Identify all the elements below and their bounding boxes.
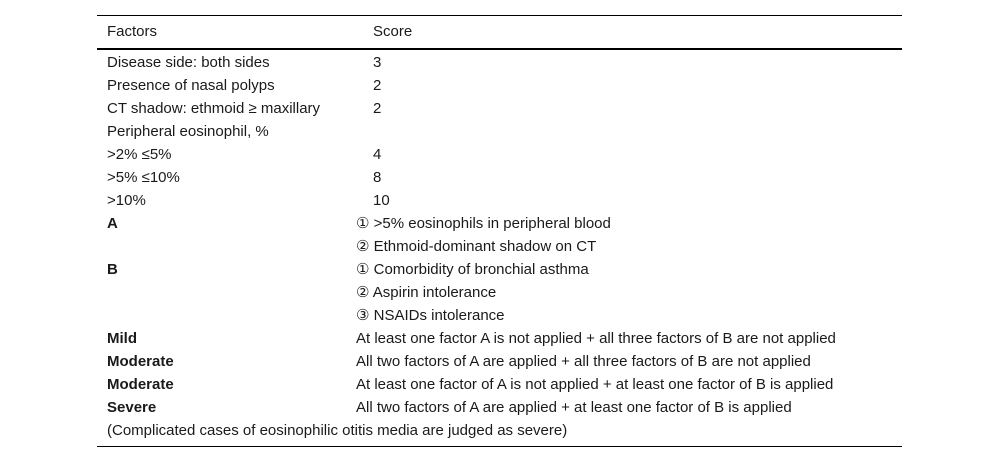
factor-cell: Disease side: both sides: [107, 54, 270, 71]
table-row: [97, 166, 902, 189]
severity-label: Moderate: [107, 353, 174, 370]
factor-cell: Peripheral eosinophil, %: [107, 123, 269, 140]
header-factors: Factors: [107, 23, 158, 40]
group-b-item: ① Comorbidity of bronchial asthma: [356, 261, 589, 278]
group-a-row: [97, 235, 902, 258]
table-header-row: [97, 16, 902, 48]
group-b-row: [97, 258, 902, 281]
score-cell: 8: [373, 169, 382, 186]
severity-row-moderate: [97, 373, 902, 396]
group-a-item: ② Ethmoid-dominant shadow on CT: [356, 238, 597, 255]
scoring-table: [97, 15, 902, 447]
severity-row-mild: [97, 327, 902, 350]
score-cell: 4: [373, 146, 382, 163]
severity-label: Severe: [107, 399, 157, 416]
severity-description: All two factors of A are applied + all three factors of B are not applied: [356, 353, 811, 370]
group-b-item: ② Aspirin intolerance: [356, 284, 497, 301]
table-row: [97, 74, 902, 97]
group-a-label: A: [107, 215, 118, 232]
severity-row-moderate: [97, 350, 902, 373]
group-b-row: [97, 304, 902, 327]
score-cell: 2: [373, 77, 382, 94]
header-score: Score: [373, 23, 413, 40]
group-b-row: [97, 281, 902, 304]
factor-cell: >10%: [107, 192, 146, 209]
group-a-item: ① >5% eosinophils in peripheral blood: [356, 215, 611, 232]
group-b-label: B: [107, 261, 118, 278]
table-footnote: (Complicated cases of eosinophilic otitis media are judged as severe): [107, 422, 568, 439]
table-row: [97, 51, 902, 74]
table-footnote-row: [97, 419, 902, 442]
severity-label: Mild: [107, 330, 137, 347]
severity-description: All two factors of A are applied + at least one factor of B is applied: [356, 399, 792, 416]
severity-description: At least one factor A is not applied + all three factors of B are not applied: [356, 330, 836, 347]
score-cell: 10: [373, 192, 390, 209]
table-body: [97, 50, 902, 446]
table-row: [97, 97, 902, 120]
factor-cell: >2% ≤5%: [107, 146, 172, 163]
factor-cell: Presence of nasal polyps: [107, 77, 275, 94]
factor-cell: >5% ≤10%: [107, 169, 180, 186]
group-a-row: [97, 212, 902, 235]
severity-label: Moderate: [107, 376, 174, 393]
table-row: [97, 120, 902, 143]
table-row: [97, 189, 902, 212]
group-b-item: ③ NSAIDs intolerance: [356, 307, 505, 324]
factor-cell: CT shadow: ethmoid ≥ maxillary: [107, 100, 321, 117]
score-cell: 2: [373, 100, 382, 117]
table-row: [97, 143, 902, 166]
table-bottom-rule: [97, 446, 902, 447]
score-cell: 3: [373, 54, 382, 71]
severity-description: At least one factor of A is not applied + at least one factor of B is applied: [356, 376, 834, 393]
severity-row-severe: [97, 396, 902, 419]
